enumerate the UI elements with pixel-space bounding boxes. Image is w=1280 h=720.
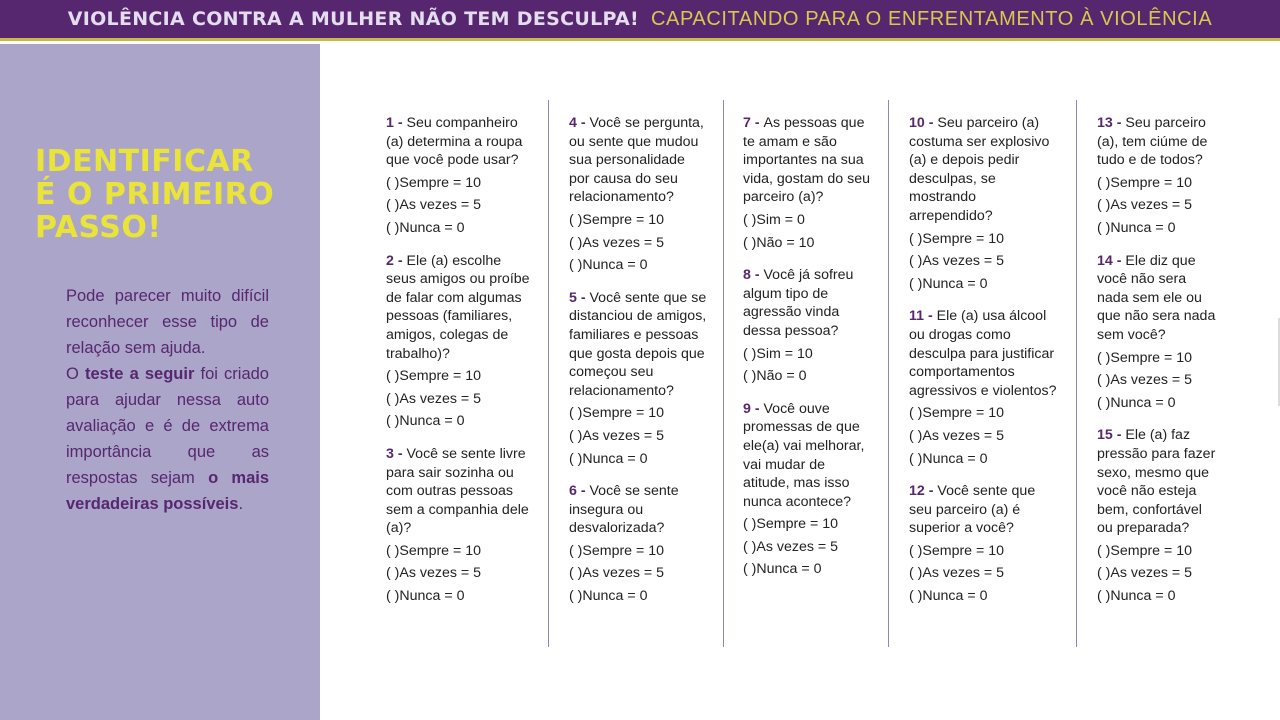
answer-option[interactable]: ( )Sempre = 10 xyxy=(1097,542,1193,559)
answer-option[interactable]: ( )Nunca = 0 xyxy=(569,450,648,467)
headline-line-2: É O PRIMEIRO xyxy=(35,177,275,212)
question-body: Você sente que se distanciou de amigos, familiares e pessoas que gosta depois que começou seu relacionamento? xyxy=(569,289,707,399)
question-number: 15 - xyxy=(1097,427,1126,444)
quiz-question xyxy=(909,307,1059,468)
question-text xyxy=(386,114,531,170)
quiz-column xyxy=(386,114,531,620)
header-title: VIOLÊNCIA CONTRA A MULHER NÃO TEM DESCULPA! xyxy=(67,8,639,30)
answer-option[interactable]: ( )Nunca = 0 xyxy=(386,588,465,605)
answer-option[interactable]: ( )Nunca = 0 xyxy=(569,588,648,605)
column-divider xyxy=(548,100,549,647)
question-body: Ele diz que você não sera nada sem ele ou que não sera nada sem você? xyxy=(1097,252,1216,343)
column-divider xyxy=(723,100,724,647)
answer-option[interactable]: ( )Sempre = 10 xyxy=(1097,174,1193,191)
intro-paragraph-1: Pode parecer muito difícil reconhecer esse tipo de relação sem ajuda. xyxy=(66,287,269,357)
quiz-column xyxy=(743,114,873,593)
question-number: 10 - xyxy=(909,115,938,131)
answer-option[interactable]: ( )As vezes = 5 xyxy=(1097,372,1193,389)
answer-option[interactable]: ( )Sempre = 10 xyxy=(909,542,1005,559)
answer-option[interactable]: ( )Sempre = 10 xyxy=(386,368,482,385)
intro-paragraph-2 xyxy=(66,361,269,517)
question-number: 5 - xyxy=(569,289,590,306)
answer-option[interactable]: ( )As vezes = 5 xyxy=(569,427,665,444)
answer-option[interactable]: ( )Nunca = 0 xyxy=(909,275,988,292)
answer-option[interactable]: ( )As vezes = 5 xyxy=(743,538,839,555)
answer-option[interactable]: ( )Nunca = 0 xyxy=(909,588,988,605)
question-number: 8 - xyxy=(743,267,764,284)
answer-option[interactable]: ( )As vezes = 5 xyxy=(386,390,482,407)
question-body: Você sente que seu parceiro (a) é superior a você? xyxy=(909,483,1036,537)
headline xyxy=(35,145,305,244)
question-text xyxy=(909,114,1059,226)
answer-option[interactable]: ( )Sempre = 10 xyxy=(1097,349,1193,366)
question-text xyxy=(1097,426,1219,538)
intro-text-a: O xyxy=(66,365,85,383)
question-number: 14 - xyxy=(1097,252,1126,269)
quiz-question xyxy=(1097,252,1219,413)
quiz-column xyxy=(569,114,709,620)
quiz-question xyxy=(569,114,709,275)
quiz-column xyxy=(909,114,1059,620)
answer-option[interactable]: ( )Sempre = 10 xyxy=(743,516,839,533)
question-number: 6 - xyxy=(569,483,590,500)
quiz-question xyxy=(1097,114,1219,238)
question-text xyxy=(909,307,1059,400)
intro-emphasis-test: teste a seguir xyxy=(84,365,195,383)
question-body: As pessoas que te amam e são importantes na sua vida, gostam do seu parceiro (a)? xyxy=(743,115,870,206)
question-text xyxy=(569,114,709,207)
question-number: 11 - xyxy=(909,308,937,325)
question-text xyxy=(386,445,531,538)
answer-option[interactable]: ( )Sempre = 10 xyxy=(569,211,665,228)
header-banner xyxy=(0,0,1280,41)
answer-option[interactable]: ( )Nunca = 0 xyxy=(743,561,822,578)
answer-option[interactable]: ( )As vezes = 5 xyxy=(1097,565,1193,582)
question-body: Ele (a) escolhe seus amigos ou proíbe de falar com algumas pessoas (familiares, amigos, colegas de trabalho)? xyxy=(386,252,530,362)
answer-option[interactable]: ( )Não = 0 xyxy=(743,368,807,385)
intro-text xyxy=(66,283,269,517)
answer-option[interactable]: ( )Nunca = 0 xyxy=(569,257,648,274)
question-body: Você se pergunta, ou sente que mudou sua personalidade por causa do seu relacionamento? xyxy=(569,115,704,206)
quiz-question xyxy=(1097,426,1219,605)
question-text xyxy=(569,289,709,401)
intro-emphasis-truthful: o mais verdadeiras possíveis xyxy=(66,469,270,513)
column-divider xyxy=(1076,100,1077,647)
answer-option[interactable]: ( )Sempre = 10 xyxy=(909,405,1005,422)
quiz-question xyxy=(386,252,531,431)
question-number: 3 - xyxy=(386,445,407,462)
answer-option[interactable]: ( )As vezes = 5 xyxy=(1097,197,1193,214)
answer-option[interactable]: ( )Sempre = 10 xyxy=(569,405,665,422)
answer-option[interactable]: ( )As vezes = 5 xyxy=(386,197,482,214)
answer-option[interactable]: ( )Não = 10 xyxy=(743,234,815,251)
header-subtitle: CAPACITANDO PARA O ENFRENTAMENTO À VIOLÊNCIA xyxy=(650,7,1213,30)
answer-option[interactable]: ( )Nunca = 0 xyxy=(909,450,988,467)
answer-option[interactable]: ( )Nunca = 0 xyxy=(1097,588,1176,605)
answer-option[interactable]: ( )As vezes = 5 xyxy=(909,427,1005,444)
answer-option[interactable]: ( )Nunca = 0 xyxy=(1097,219,1176,236)
answer-option[interactable]: ( )Sempre = 10 xyxy=(386,542,482,559)
question-number: 7 - xyxy=(743,115,764,131)
answer-option[interactable]: ( )As vezes = 5 xyxy=(909,565,1005,582)
question-text xyxy=(909,482,1059,538)
answer-option[interactable]: ( )Sempre = 10 xyxy=(909,230,1005,247)
question-number: 12 - xyxy=(909,483,938,500)
answer-option[interactable]: ( )As vezes = 5 xyxy=(569,565,665,582)
intro-text-c: foi criado para ajudar nessa auto avaliação e é de extrema importância que as respostas sejam xyxy=(66,365,269,487)
question-text xyxy=(1097,252,1219,345)
answer-option[interactable]: ( )Sim = 0 xyxy=(743,211,805,228)
quiz-question xyxy=(743,400,873,579)
answer-option[interactable]: ( )As vezes = 5 xyxy=(386,565,482,582)
question-text xyxy=(386,252,531,364)
question-body: Você já sofreu algum tipo de agressão vinda dessa pessoa? xyxy=(743,267,854,339)
question-number: 4 - xyxy=(569,115,590,131)
question-text xyxy=(743,266,873,340)
question-body: Você ouve promessas de que ele(a) vai melhorar, vai mudar de atitude, mas isso nunca acontece? xyxy=(743,400,865,510)
quiz-question xyxy=(743,114,873,252)
question-body: Ele (a) faz pressão para fazer sexo, mesmo que você não esteja bem, confortável ou preparada? xyxy=(1097,427,1216,537)
question-body: Ele (a) usa álcool ou drogas como desculpa para justificar comportamentos agressivos e violentos? xyxy=(909,308,1057,399)
answer-option[interactable]: ( )As vezes = 5 xyxy=(909,253,1005,270)
question-body: Você se sente livre para sair sozinha ou com outras pessoas sem a companhia dele (a)? xyxy=(386,445,529,537)
question-number: 9 - xyxy=(743,400,764,417)
column-divider xyxy=(888,100,889,647)
headline-line-3: PASSO! xyxy=(35,210,162,245)
question-body: Seu parceiro (a) costuma ser explosivo (a) e depois pedir desculpas, se mostrando arrependido? xyxy=(909,115,1050,224)
question-number: 2 - xyxy=(386,252,407,269)
question-number: 13 - xyxy=(1097,115,1126,131)
quiz-question xyxy=(909,482,1059,606)
answer-option[interactable]: ( )Nunca = 0 xyxy=(386,413,465,430)
answer-option[interactable]: ( )Sempre = 10 xyxy=(569,542,665,559)
answer-option[interactable]: ( )Sempre = 10 xyxy=(386,174,482,191)
question-text xyxy=(1097,114,1219,170)
quiz-question xyxy=(909,114,1059,293)
answer-option[interactable]: ( )Nunca = 0 xyxy=(386,219,465,236)
question-text xyxy=(569,482,709,538)
quiz-question xyxy=(569,289,709,468)
quiz-question xyxy=(743,266,873,386)
answer-option[interactable]: ( )Nunca = 0 xyxy=(1097,394,1176,411)
question-text xyxy=(743,400,873,512)
question-body: Você se sente insegura ou desvalorizada? xyxy=(569,483,679,537)
quiz-question xyxy=(386,114,531,238)
headline-line-1: IDENTIFICAR xyxy=(35,144,254,179)
question-number: 1 - xyxy=(386,115,407,131)
intro-text-e: . xyxy=(238,495,244,513)
quiz-column xyxy=(1097,114,1219,620)
question-body: Seu companheiro (a) determina a roupa que você pode usar? xyxy=(386,115,523,169)
quiz-question xyxy=(386,445,531,606)
answer-option[interactable]: ( )As vezes = 5 xyxy=(569,234,665,251)
quiz-question xyxy=(569,482,709,606)
answer-option[interactable]: ( )Sim = 10 xyxy=(743,345,813,362)
question-body: Seu parceiro (a), tem ciúme de tudo e de todos? xyxy=(1097,115,1208,169)
question-text xyxy=(743,114,873,207)
